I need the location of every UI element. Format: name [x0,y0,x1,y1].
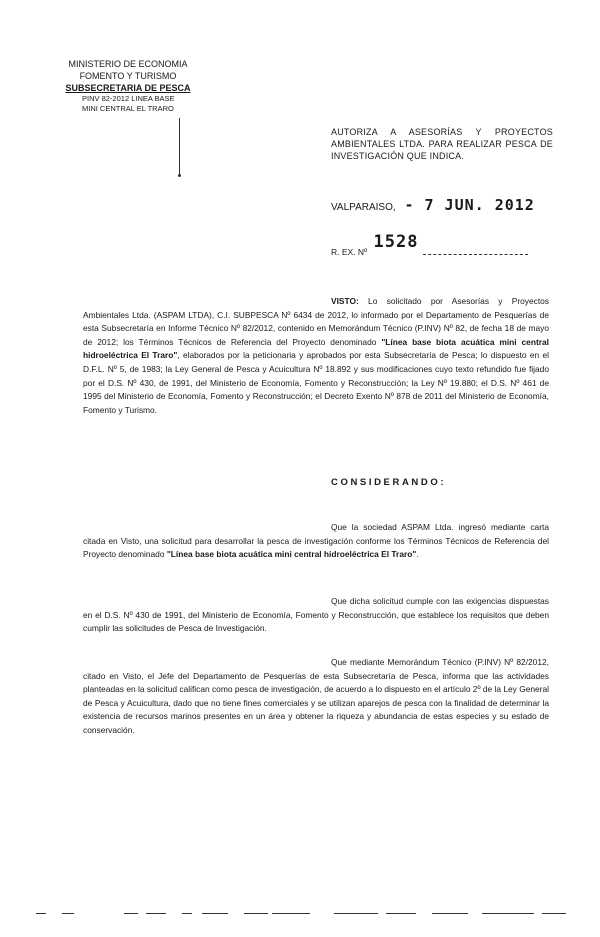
resolution-line [331,232,528,260]
considerando-heading: CONSIDERANDO: [331,477,447,488]
visto-project-name: "Línea base biota acuática mini central hidroeléctrica El Traro" [83,336,549,361]
issuer-header [58,58,198,114]
date-line [331,196,535,214]
considerando-2-text: Que dicha solicitud cumple con las exigencias dispuestas en el D.S. Nº 430 de 1991, del Ministerio de Economía, Fomento y Reconstrucción, que establece los requisitos que deben cumplir las solicitudes de Pesca de Investigación. [83,596,549,634]
considerando-1-text-a: Que la sociedad ASPAM Ltda. ingresó mediante carta citada en Visto, una solicitud para desarrollar la pesca de investigación conforme los Términos Técnicos de Referencia del Proyecto denominado [83,522,549,560]
margin-mark-dot [178,174,181,177]
date-place: VALPARAISO, [331,202,396,213]
footer-dashes [36,913,566,917]
considerando-paragraph-1 [83,521,549,562]
visto-lead: VISTO: [331,296,359,306]
ministry-line-1: MINISTERIO DE ECONOMIA [68,59,188,69]
ministry-line-2: FOMENTO Y TURISMO [79,71,177,81]
reference-line-2: MINI CENTRAL EL TRARO [82,104,174,113]
considerando-3-text: Que mediante Memorándum Técnico (P.INV) Nº 82/2012, citado en Visto, el Jefe del Departamento de Pesquerías de esta Subsecretaría de Pesca, informa que las actividades planteadas en la solicitud califican como pesca de investigación, de acuerdo a lo dispuesto en el artículo 2º de la Ley General de Pesca y Acuicultura, dado que no tiene fines comerciales y se utilizan aparejos de pesca con la finalidad de determinar la existencia de recursos marinos presentes en un área y obtener la riqueza y abundancia de estas especies y su estado de conservación. [83,657,549,735]
resolution-number: 1528 [373,232,419,252]
margin-mark [179,118,180,176]
considerando-1-text-b: . [416,549,419,560]
considerando-paragraph-3 [83,656,549,738]
visto-text-b: , elaborados por la peticionaria y aprobados por esta Subsecretaría de Pesca; lo dispuesto en el D.F.L. Nº 5, de 1983; la Ley General de Pesca y Acuicultura Nº 18.892 y sus modificaciones cuyo texto refundido fue fijado por el D.S. Nº 430, de 1991, del Ministerio de Economía, Fomento y Reconstrucción; la Ley Nº 19.880; el D.S. Nº 461 de 1995 del Ministerio de Economía, Fomento y Reconstrucción; el Decreto Exento Nº 878 de 2011 del Ministerio de Economía, Fomento y Turismo. [83,350,549,415]
resolution-blank-line [423,254,528,255]
visto-text-a: Lo solicitado por Asesorías y Proyectos Ambientales Ltda. (ASPAM LTDA), C.I. SUBPESCA Nº 6434 de 2012, lo informado por el Departamento de Pesquerías de esta Subsecretaría en Informe Técnico Nº 82/2012, contenido en Memorándum Técnico (P.INV) Nº 82, de fecha 18 de mayo de 2012; los Términos Técnicos de Referencia del Proyecto denominado [83,296,549,347]
considerando-paragraph-2 [83,595,549,636]
reference-line-1: PINV 82-2012 LINEA BASE [82,94,175,103]
subsecretaria-line: SUBSECRETARIA DE PESCA [65,83,191,93]
resolution-label: R. EX. Nº [331,247,368,257]
considerando-1-project-name: "Línea base biota acuática mini central hidroeléctrica El Traro" [166,549,417,560]
document-subject: AUTORIZA A ASESORÍAS Y PROYECTOS AMBIENTALES LTDA. PARA REALIZAR PESCA DE INVESTIGACIÓN QUE INDICA. [331,127,553,161]
visto-paragraph [83,295,549,417]
date-stamp: - 7 JUN. 2012 [404,196,535,214]
